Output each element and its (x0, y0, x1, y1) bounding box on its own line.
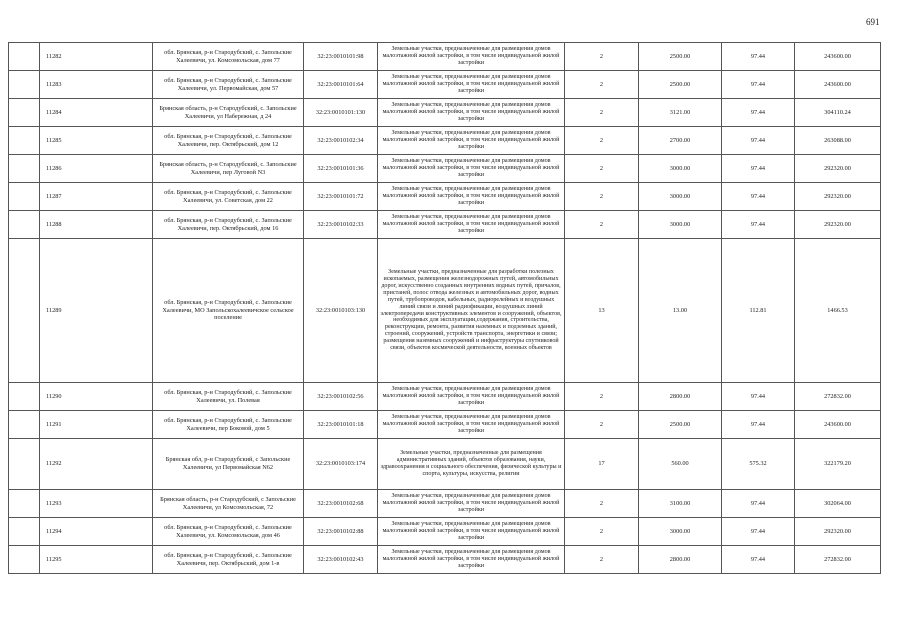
land-use-cell: Земельные участки, предназначенные для размещения домов малоэтажной жилой застройки, в том числе индивидуальной жилой застройки (378, 183, 565, 211)
land-use-cell: Земельные участки, предназначенные для размещения домов малоэтажной жилой застройки, в том числе индивидуальной жилой застройки (378, 546, 565, 574)
specific-value-cell: 97.44 (722, 546, 795, 574)
cadastral-number-cell: 32:23:0010102:68 (304, 490, 378, 518)
address-cell: обл. Брянская, р-н Стародубский, с. Запольские Халеевичи, ул. Советская, дом 22 (153, 183, 304, 211)
left-margin-cell (9, 43, 40, 71)
area-cell: 2500.00 (639, 411, 722, 439)
land-use-cell: Земельные участки, предназначенные для размещения домов малоэтажной жилой застройки, в том числе индивидуальной жилой застройки (378, 71, 565, 99)
table-row (9, 239, 881, 383)
record-number-cell: 11290 (40, 383, 153, 411)
land-use-cell: Земельные участки, предназначенные для размещения домов малоэтажной жилой застройки, в том числе индивидуальной жилой застройки (378, 211, 565, 239)
area-cell: 2700.00 (639, 127, 722, 155)
record-number-cell: 11292 (40, 439, 153, 490)
left-margin-cell (9, 490, 40, 518)
address-cell: Брянская обл, р-н Стародубский, с Запольские Халеевичи, ул Первомайская N62 (153, 439, 304, 490)
specific-value-cell: 97.44 (722, 211, 795, 239)
record-number-cell: 11282 (40, 43, 153, 71)
cadastral-number-cell: 32:23:0010102:34 (304, 127, 378, 155)
land-use-cell: Земельные участки, предназначенные для размещения домов малоэтажной жилой застройки, в том числе индивидуальной жилой застройки (378, 43, 565, 71)
use-group-cell: 2 (565, 490, 639, 518)
use-group-cell: 2 (565, 99, 639, 127)
table-row (9, 546, 881, 574)
land-use-cell: Земельные участки, предназначенные для размещения домов малоэтажной жилой застройки, в том числе индивидуальной жилой застройки (378, 411, 565, 439)
specific-value-cell: 112.81 (722, 239, 795, 383)
left-margin-cell (9, 518, 40, 546)
left-margin-cell (9, 211, 40, 239)
cadastral-number-cell: 32:23:0010102:56 (304, 383, 378, 411)
left-margin-cell (9, 239, 40, 383)
land-use-cell: Земельные участки, предназначенные для размещения домов малоэтажной жилой застройки, в том числе индивидуальной жилой застройки (378, 127, 565, 155)
address-cell: Брянская область, р-н Стародубский, с. Запольские Халеевичи, пер Луговой N3 (153, 155, 304, 183)
specific-value-cell: 97.44 (722, 490, 795, 518)
table-row (9, 43, 881, 71)
use-group-cell: 2 (565, 383, 639, 411)
specific-value-cell: 97.44 (722, 383, 795, 411)
cadastral-value-cell: 292320.00 (795, 155, 881, 183)
land-use-cell: Земельные участки, предназначенные для размещения домов малоэтажной жилой застройки, в том числе индивидуальной жилой застройки (378, 155, 565, 183)
area-cell: 3000.00 (639, 211, 722, 239)
left-margin-cell (9, 411, 40, 439)
specific-value-cell: 97.44 (722, 183, 795, 211)
use-group-cell: 13 (565, 239, 639, 383)
use-group-cell: 2 (565, 411, 639, 439)
left-margin-cell (9, 155, 40, 183)
cadastral-number-cell: 32:23:0010102:88 (304, 518, 378, 546)
cadastral-number-cell: 32:23:0010102:33 (304, 211, 378, 239)
address-cell: обл. Брянская, р-н Стародубский, с. Запольские Халеевичи, ул. Полевая (153, 383, 304, 411)
address-cell: обл. Брянская, р-н Стародубский, с. Запольские Халеевичи, ул. Комсомольская, дом 46 (153, 518, 304, 546)
land-use-cell: Земельные участки, предназначенные для размещения домов малоэтажной жилой застройки, в том числе индивидуальной жилой застройки (378, 99, 565, 127)
left-margin-cell (9, 383, 40, 411)
land-registry-table (8, 42, 881, 574)
use-group-cell: 17 (565, 439, 639, 490)
table-row (9, 183, 881, 211)
land-use-cell: Земельные участки, предназначенные для размещения домов малоэтажной жилой застройки, в том числе индивидуальной жилой застройки (378, 383, 565, 411)
area-cell: 3000.00 (639, 518, 722, 546)
cadastral-value-cell: 243600.00 (795, 43, 881, 71)
area-cell: 3000.00 (639, 155, 722, 183)
land-use-cell: Земельные участки, предназначенные для разработки полезных ископаемых, размещения железнодорожных путей, автомобильных дорог, искусственно созданных внутренних водных путей, причалов, пристаней, полос отвода железных и автомобильных дорог, водных путей, трубопроводов, кабельных, радиорелейных и воздушных линий связи и линий радиофикации, воздушных линий электропередачи конструктивных элементов и сооружений, объектов, необходимых для эксплуатации,содержания, строительства, реконструкции, ремонта, развития наземных и подземных зданий, строений, сооружений, устройств транспорта, энергетики и связи; размещения наземных сооружений и инфраструктуры спутниковой связи, объектов космической деятельности, военных объектов (378, 239, 565, 383)
specific-value-cell: 97.44 (722, 155, 795, 183)
cadastral-value-cell: 292320.00 (795, 211, 881, 239)
specific-value-cell: 97.44 (722, 71, 795, 99)
record-number-cell: 11295 (40, 546, 153, 574)
cadastral-value-cell: 292320.00 (795, 183, 881, 211)
address-cell: Брянская область, р-н Стародубский, с. Запольские Халеевичи, ул Набережная, д 24 (153, 99, 304, 127)
table-row (9, 411, 881, 439)
land-use-cell: Земельные участки, предназначенные для размещения домов малоэтажной жилой застройки, в том числе индивидуальной жилой застройки (378, 490, 565, 518)
cadastral-number-cell: 32:23:0010101:64 (304, 71, 378, 99)
area-cell: 2800.00 (639, 546, 722, 574)
area-cell: 560.00 (639, 439, 722, 490)
table-row (9, 99, 881, 127)
page-number: 691 (866, 17, 880, 27)
record-number-cell: 11293 (40, 490, 153, 518)
record-number-cell: 11284 (40, 99, 153, 127)
use-group-cell: 2 (565, 546, 639, 574)
cadastral-number-cell: 32:23:0010102:43 (304, 546, 378, 574)
left-margin-cell (9, 127, 40, 155)
table-row (9, 211, 881, 239)
specific-value-cell: 97.44 (722, 411, 795, 439)
table-row (9, 439, 881, 490)
left-margin-cell (9, 439, 40, 490)
left-margin-cell (9, 71, 40, 99)
record-number-cell: 11286 (40, 155, 153, 183)
area-cell: 13.00 (639, 239, 722, 383)
use-group-cell: 2 (565, 183, 639, 211)
left-margin-cell (9, 99, 40, 127)
area-cell: 3100.00 (639, 490, 722, 518)
cadastral-number-cell: 32:23:0010101:18 (304, 411, 378, 439)
land-use-cell: Земельные участки, предназначенные для размещения административных зданий, объектов образования, науки, здравоохранения и социального обеспечения, физической культуры и спорта, культуры, искусства, религии (378, 439, 565, 490)
left-margin-cell (9, 183, 40, 211)
record-number-cell: 11291 (40, 411, 153, 439)
address-cell: обл. Брянская, р-н Стародубский, с. Запольские Халеевичи, пер. Октябрьский, дом 1-в (153, 546, 304, 574)
specific-value-cell: 97.44 (722, 127, 795, 155)
record-number-cell: 11287 (40, 183, 153, 211)
table-row (9, 127, 881, 155)
area-cell: 2500.00 (639, 71, 722, 99)
cadastral-number-cell: 32:23:0010103:174 (304, 439, 378, 490)
cadastral-value-cell: 243600.00 (795, 71, 881, 99)
use-group-cell: 2 (565, 211, 639, 239)
cadastral-value-cell: 272832.00 (795, 383, 881, 411)
record-number-cell: 11289 (40, 239, 153, 383)
cadastral-value-cell: 263088.00 (795, 127, 881, 155)
table-row (9, 71, 881, 99)
record-number-cell: 11283 (40, 71, 153, 99)
table-row (9, 490, 881, 518)
table-row (9, 383, 881, 411)
cadastral-value-cell: 322179.20 (795, 439, 881, 490)
cadastral-number-cell: 32:23:0010103:130 (304, 239, 378, 383)
cadastral-number-cell: 32:23:0010101:130 (304, 99, 378, 127)
specific-value-cell: 575.32 (722, 439, 795, 490)
use-group-cell: 2 (565, 43, 639, 71)
use-group-cell: 2 (565, 518, 639, 546)
cadastral-number-cell: 32:23:0010101:72 (304, 183, 378, 211)
use-group-cell: 2 (565, 127, 639, 155)
cadastral-value-cell: 272832.00 (795, 546, 881, 574)
address-cell: обл. Брянская, р-н Стародубский, с. Запольские Халеевичи, ул. Комсомольская, дом 77 (153, 43, 304, 71)
address-cell: обл. Брянская, р-н Стародубский, с. Запольские Халеевичи, МО Запольскохалеевичское сельское поселение (153, 239, 304, 383)
address-cell: обл. Брянская, р-н Стародубский, с. Запольские Халеевичи, пер. Октябрьский, дом 12 (153, 127, 304, 155)
cadastral-number-cell: 32:23:0010101:98 (304, 43, 378, 71)
cadastral-value-cell: 304110.24 (795, 99, 881, 127)
area-cell: 2500.00 (639, 43, 722, 71)
record-number-cell: 11288 (40, 211, 153, 239)
cadastral-value-cell: 302064.00 (795, 490, 881, 518)
cadastral-value-cell: 1466.53 (795, 239, 881, 383)
area-cell: 3121.00 (639, 99, 722, 127)
address-cell: Брянская область, р-н Стародубский, с Запольские Халеевичи, ул Комсомольская, 72 (153, 490, 304, 518)
table-row (9, 518, 881, 546)
address-cell: обл. Брянская, р-н Стародубский, с. Запольские Халеевичи, пер. Октябрьский, дом 16 (153, 211, 304, 239)
area-cell: 3000.00 (639, 183, 722, 211)
table-row (9, 155, 881, 183)
specific-value-cell: 97.44 (722, 43, 795, 71)
left-margin-cell (9, 546, 40, 574)
area-cell: 2800.00 (639, 383, 722, 411)
specific-value-cell: 97.44 (722, 99, 795, 127)
land-use-cell: Земельные участки, предназначенные для размещения домов малоэтажной жилой застройки, в том числе индивидуальной жилой застройки (378, 518, 565, 546)
use-group-cell: 2 (565, 155, 639, 183)
address-cell: обл. Брянская, р-н Стародубский, с. Запольские Халеевичи, ул. Первомайская, дом 57 (153, 71, 304, 99)
record-number-cell: 11294 (40, 518, 153, 546)
table-body (9, 43, 881, 574)
cadastral-number-cell: 32:23:0010101:36 (304, 155, 378, 183)
cadastral-value-cell: 243600.00 (795, 411, 881, 439)
record-number-cell: 11285 (40, 127, 153, 155)
use-group-cell: 2 (565, 71, 639, 99)
cadastral-value-cell: 292320.00 (795, 518, 881, 546)
specific-value-cell: 97.44 (722, 518, 795, 546)
address-cell: обл. Брянская, р-н Стародубский, с. Запольские Халеевичи, пер Боковой, дом 5 (153, 411, 304, 439)
